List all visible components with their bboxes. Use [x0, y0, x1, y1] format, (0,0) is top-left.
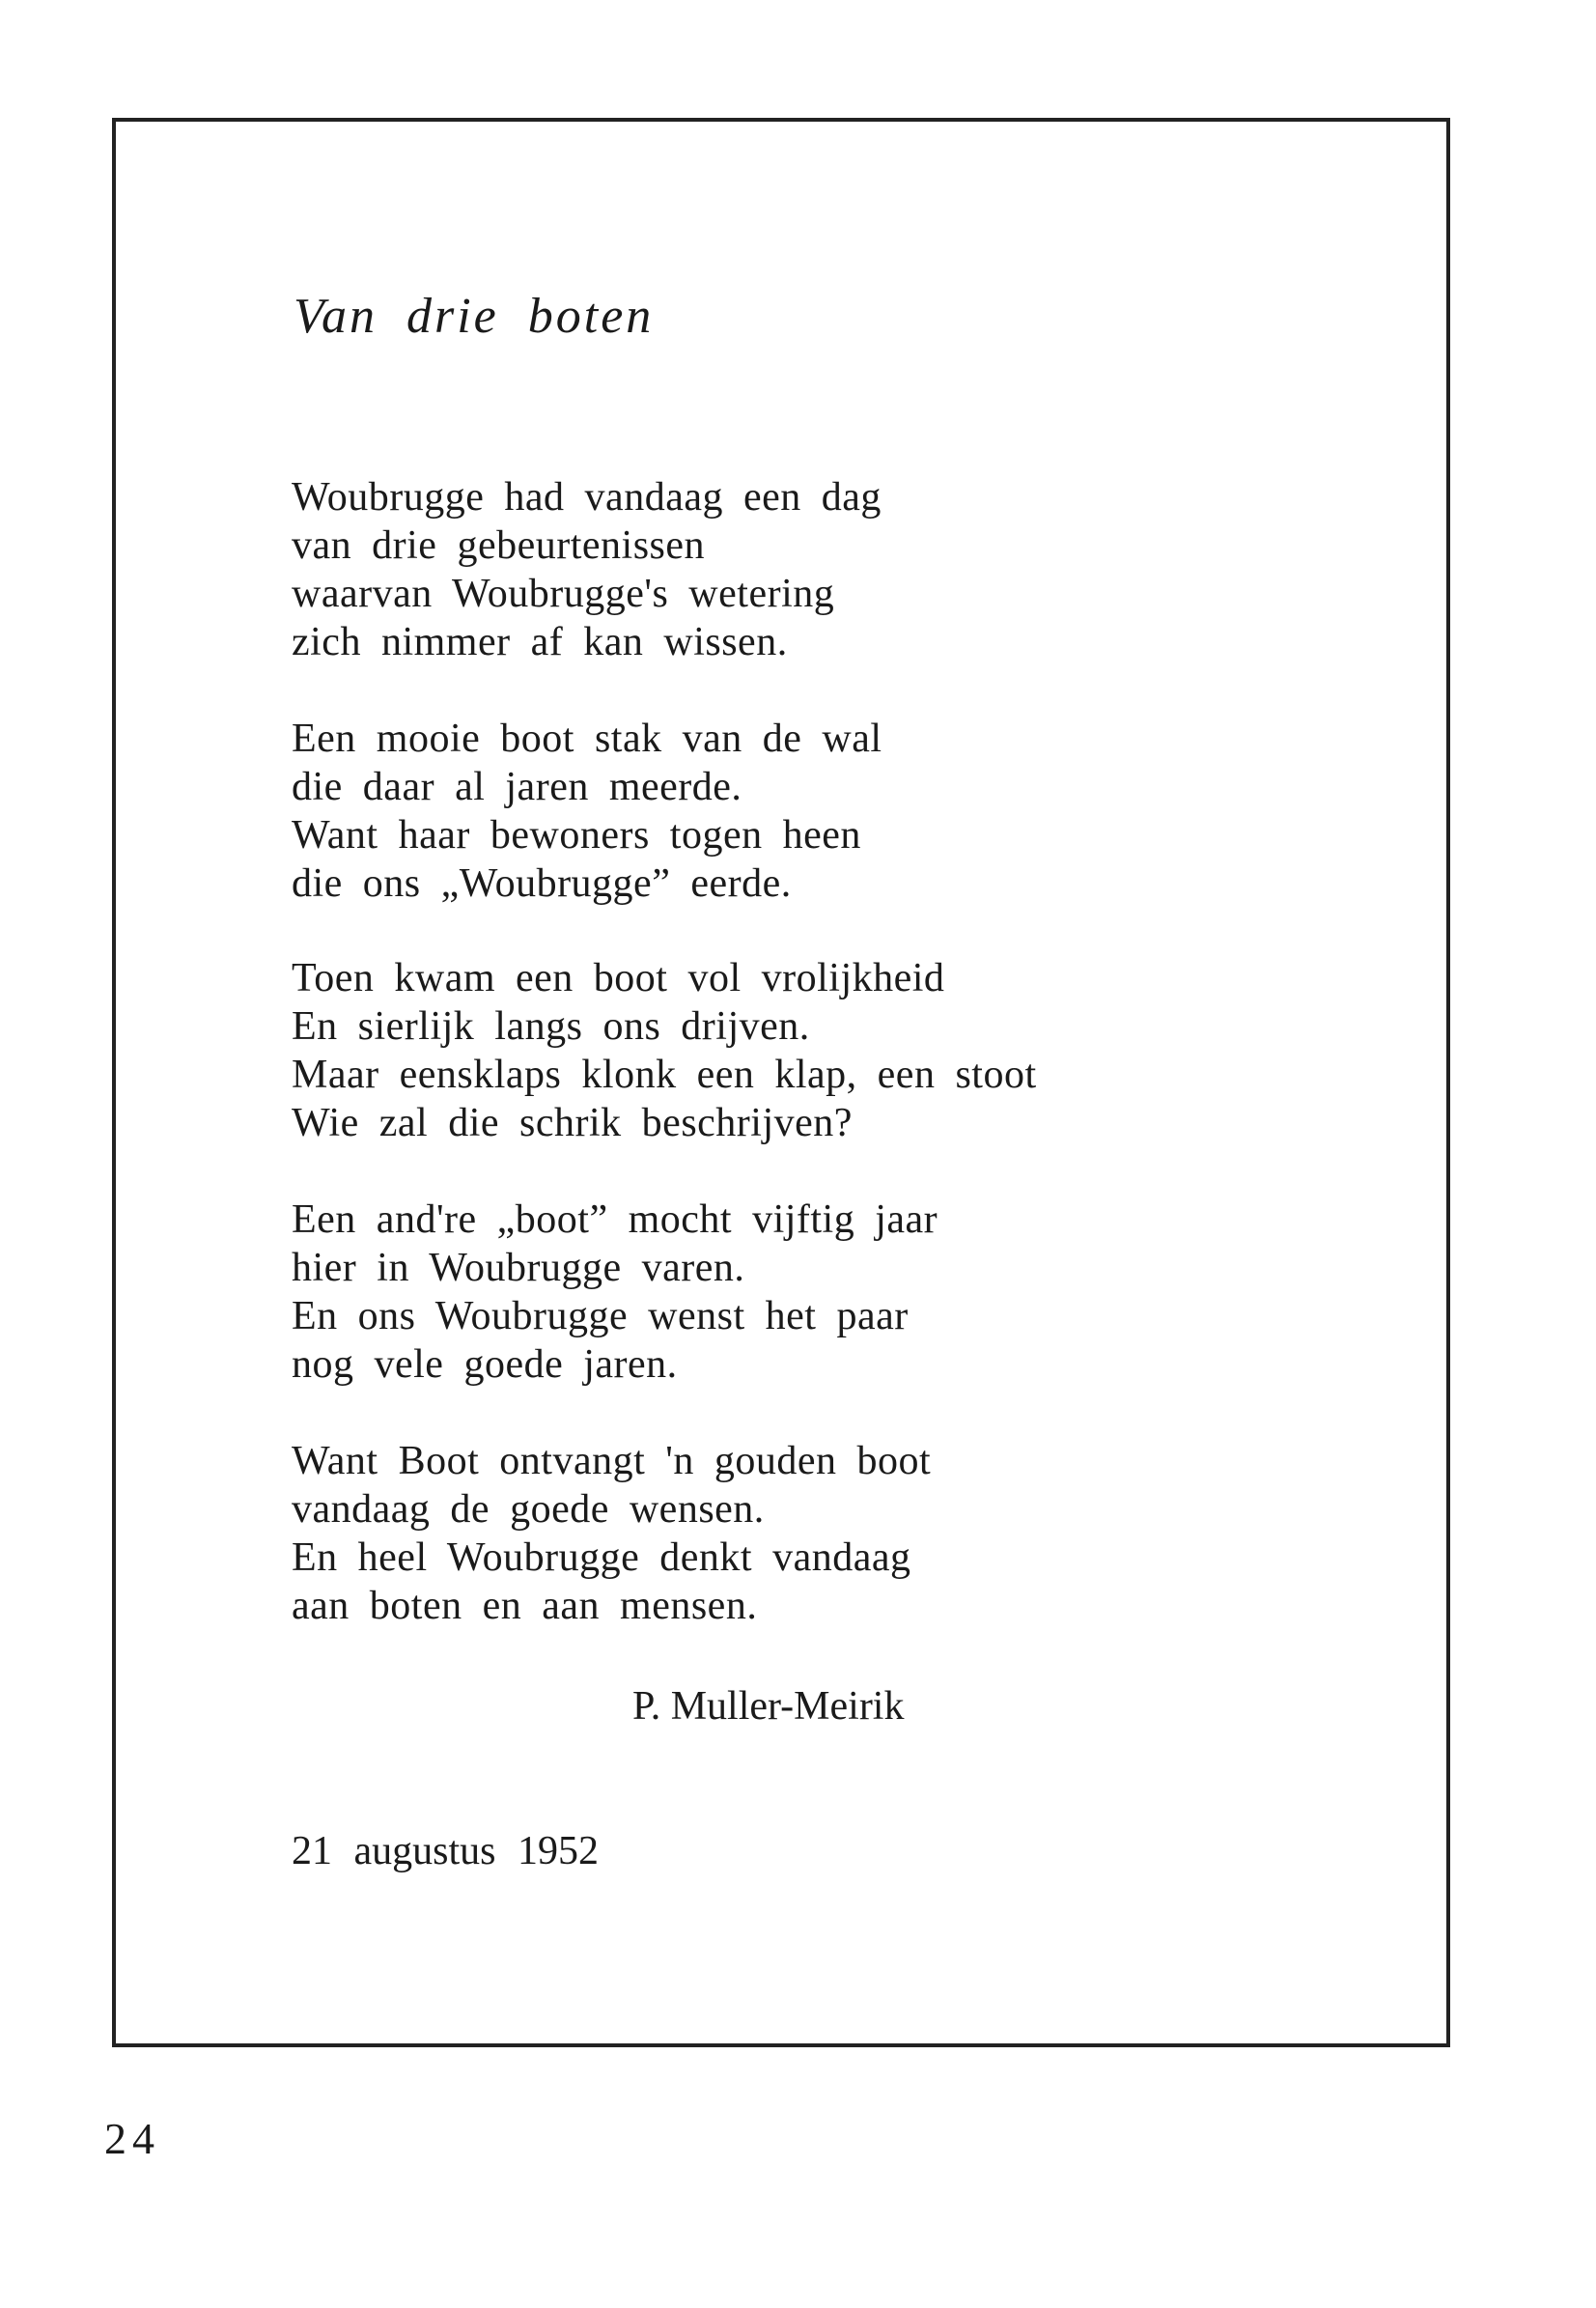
- page-number: 24: [104, 2114, 160, 2163]
- stanza-line: Woubrugge had vandaag een dag: [292, 475, 882, 520]
- stanza-2: [292, 715, 882, 908]
- stanza-line: En heel Woubrugge denkt vandaag: [292, 1535, 911, 1580]
- stanza-1: [292, 473, 882, 666]
- stanza-line: die daar al jaren meerde.: [292, 765, 742, 809]
- stanza-line: aan boten en aan mensen.: [292, 1584, 758, 1628]
- stanza-line: En ons Woubrugge wenst het paar: [292, 1294, 909, 1338]
- stanza-line: Toen kwam een boot vol vrolijkheid: [292, 956, 945, 1000]
- poem-title: Van drie boten: [294, 289, 655, 344]
- stanza-line: hier in Woubrugge varen.: [292, 1246, 745, 1290]
- stanza-line: Wie zal die schrik beschrijven?: [292, 1101, 853, 1145]
- stanza-line: Een mooie boot stak van de wal: [292, 717, 882, 761]
- stanza-line: Want haar bewoners togen heen: [292, 813, 861, 858]
- stanza-line: die ons „Woubrugge” eerde.: [292, 861, 792, 906]
- stanza-5: [292, 1437, 931, 1630]
- stanza-3: [292, 954, 1037, 1147]
- stanza-line: waarvan Woubrugge's wetering: [292, 572, 835, 616]
- stanza-line: Want Boot ontvangt 'n gouden boot: [292, 1439, 932, 1483]
- poem-date: 21 augustus 1952: [292, 1829, 599, 1873]
- stanza-line: van drie gebeurtenissen: [292, 523, 706, 568]
- stanza-line: En sierlijk langs ons drijven.: [292, 1004, 810, 1049]
- stanza-line: Maar eensklaps klonk een klap, een stoot: [292, 1053, 1037, 1097]
- stanza-line: vandaag de goede wensen.: [292, 1487, 765, 1532]
- stanza-line: nog vele goede jaren.: [292, 1342, 678, 1387]
- stanza-line: Een and're „boot” mocht vijftig jaar: [292, 1197, 938, 1242]
- stanza-4: [292, 1196, 938, 1389]
- stanza-line: zich nimmer af kan wissen.: [292, 620, 788, 664]
- poem-author: P. Muller-Meirik: [632, 1684, 905, 1729]
